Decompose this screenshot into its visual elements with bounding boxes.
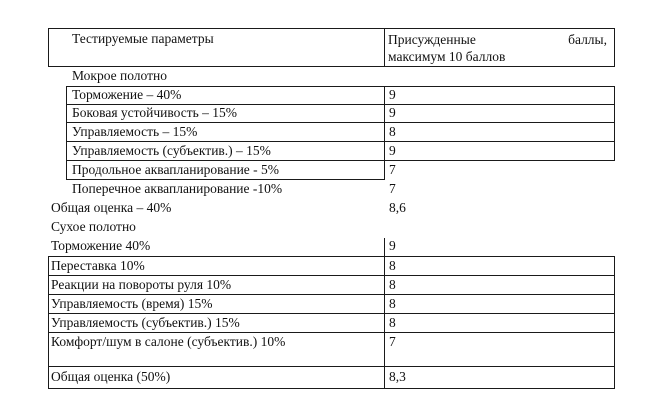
row-value: 8 [389,315,396,330]
row-label: Реакции на повороты руля 10% [51,277,232,292]
rule-mid [384,86,385,180]
row-value: 7 [389,181,396,196]
row-value: 8 [389,124,396,139]
row-value-total: 8,6 [389,200,406,215]
row-value: 9 [389,143,396,158]
row-value: 8 [389,277,396,292]
section-label-dry: Сухое полотно [51,219,136,234]
rule [48,294,614,295]
header-score-col [388,31,607,65]
rule-right [614,256,615,389]
rule-left [48,28,49,67]
row-value: 9 [389,87,396,102]
row-label-total: Общая оценка (50%) [51,369,171,384]
row-label: Комфорт/шум в салоне (субъектив.) 10% [51,334,286,349]
rule-bottom [48,388,614,389]
row-label: Управляемость – 15% [72,124,198,139]
rule [66,179,385,180]
rule-left [66,86,67,180]
rule [48,66,614,67]
header-param-col: Тестируемые параметры [72,31,214,46]
rule-mid [384,28,385,67]
row-value: 7 [389,162,396,177]
row-label: Боковая устойчивость – 15% [72,105,238,120]
rule [48,366,614,367]
row-value: 9 [389,105,396,120]
row-label-total: Общая оценка – 40% [51,200,172,215]
rule-right [614,86,615,161]
header-score-word1: Присужденные [388,32,476,47]
row-value: 9 [389,238,396,253]
rule-left [48,256,49,389]
row-label: Управляемость (время) 15% [51,296,213,311]
section-label-wet: Мокрое полотно [72,68,167,83]
row-value-total: 8,3 [389,369,406,384]
rule-right [614,28,615,67]
rule-mid [384,238,385,389]
header-score-line2: максимум 10 баллов [388,49,506,64]
rule [48,256,614,257]
rule [48,332,614,333]
row-label: Поперечное аквапланирование -10% [72,181,283,196]
rule [48,313,614,314]
rule-top [48,28,614,29]
row-label: Продольное аквапланирование - 5% [72,162,280,177]
header-score-word2: баллы, [568,32,607,47]
row-label: Торможение – 40% [72,87,182,102]
row-label: Переставка 10% [51,258,145,273]
rule [48,275,614,276]
row-label: Управляемость (субъектив.) – 15% [72,143,271,158]
row-label: Управляемость (субъектив.) 15% [51,315,240,330]
row-value: 8 [389,296,396,311]
rule [66,122,614,123]
rule [66,141,614,142]
row-value: 8 [389,258,396,273]
rule [66,160,614,161]
row-value: 7 [389,334,396,349]
row-label: Торможение 40% [51,238,151,253]
